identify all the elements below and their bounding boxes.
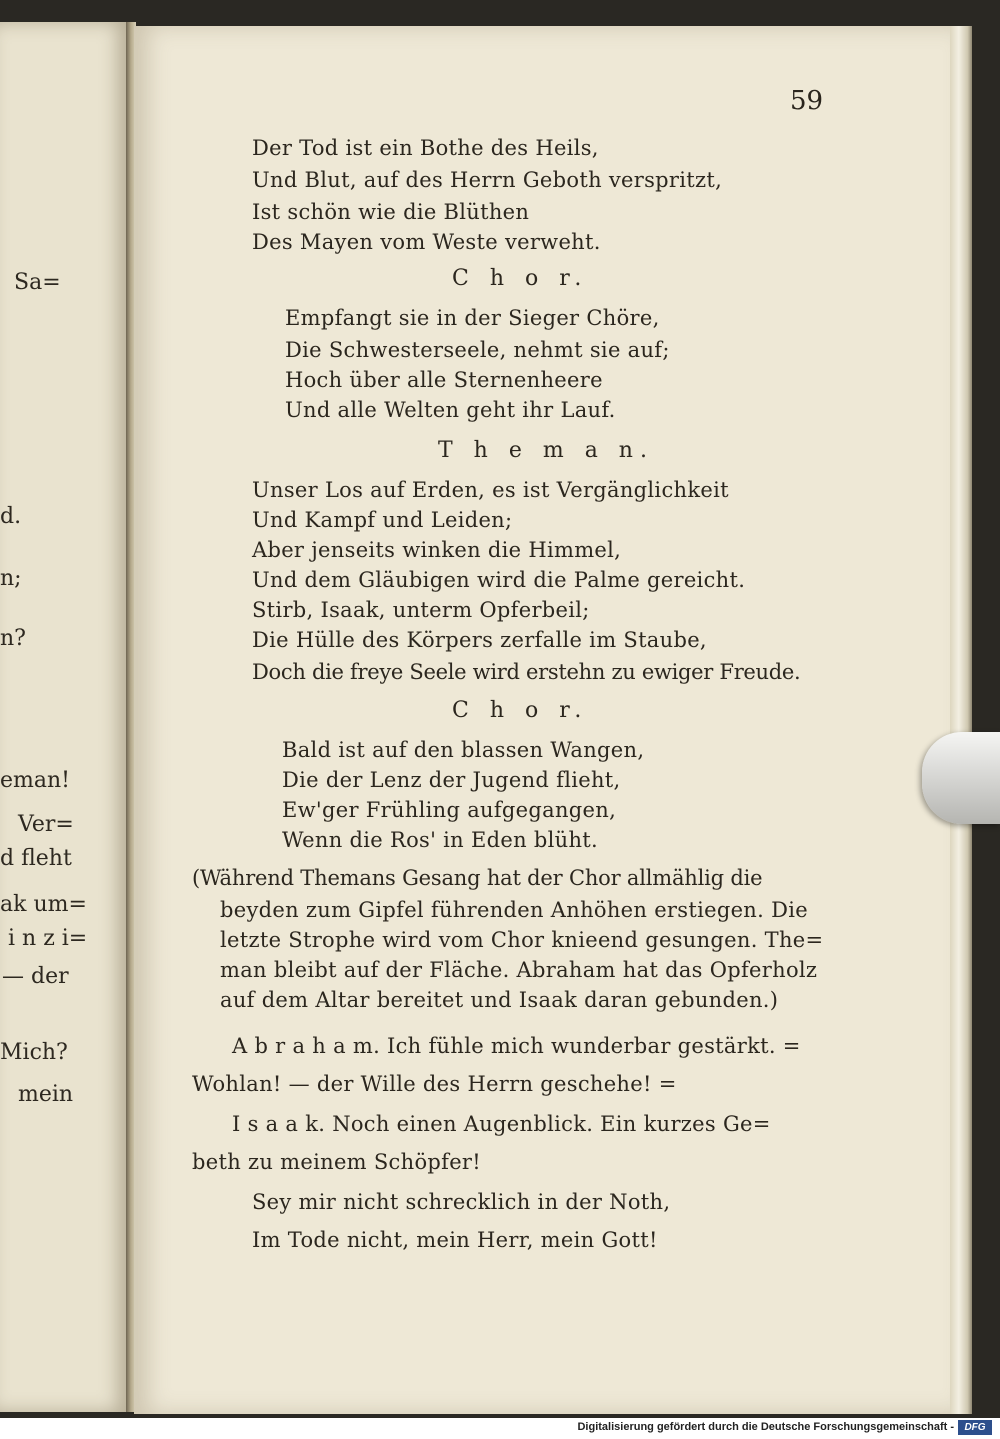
left-page-fragment: — der	[2, 964, 69, 989]
poem-line: Unser Los auf Erden, es ist Vergänglichkeit	[252, 478, 729, 502]
dfg-logo: DFG	[958, 1420, 992, 1435]
scan-clip-tab	[922, 732, 1000, 824]
left-page-fragment: Mich?	[0, 1040, 68, 1065]
left-page-fragment: n?	[0, 626, 26, 651]
left-page-edge	[0, 22, 128, 1412]
poem-line: Und alle Welten geht ihr Lauf.	[285, 398, 616, 422]
poem-line: Aber jenseits winken die Himmel,	[252, 538, 622, 562]
stage-direction: letzte Strophe wird vom Chor knieend gesungen. The=	[220, 928, 824, 952]
left-page-fragment: ak um=	[0, 892, 87, 917]
dialogue-line: Wohlan! — der Wille des Herrn geschehe! =	[192, 1072, 677, 1096]
stage-direction: man bleibt auf der Fläche. Abraham hat das Opferholz	[220, 958, 818, 982]
poem-line: Und Blut, auf des Herrn Geboth verspritzt,	[252, 168, 723, 192]
poem-line: Die Hülle des Körpers zerfalle im Staube,	[252, 628, 707, 652]
poem-line: Hoch über alle Sternenheere	[285, 368, 603, 392]
poem-line: Und Kampf und Leiden;	[252, 508, 513, 532]
poem-line: Stirb, Isaak, unterm Opferbeil;	[252, 598, 590, 622]
poem-line: Doch die freye Seele wird erstehn zu ewiger Freude.	[252, 660, 801, 684]
footer-credit: Digitalisierung gefördert durch die Deutsche Forschungsgemeinschaft -	[577, 1421, 954, 1433]
poem-line: Des Mayen vom Weste verweht.	[252, 230, 601, 254]
left-page-fragment: Ver=	[18, 812, 74, 837]
poem-line: Empfangt sie in der Sieger Chöre,	[285, 306, 660, 330]
poem-line: Bald ist auf den blassen Wangen,	[282, 738, 645, 762]
poem-line: Sey mir nicht schrecklich in der Noth,	[252, 1190, 671, 1214]
dialogue-line: A b r a h a m. Ich fühle mich wunderbar gestärkt. =	[232, 1034, 801, 1058]
speaker-heading: T h e m a n.	[438, 438, 654, 463]
page-number: 59	[790, 86, 824, 116]
poem-line: Ist schön wie die Blüthen	[252, 200, 530, 224]
poem-line: Die Schwesterseele, nehmt sie auf;	[285, 338, 670, 362]
left-page-fragment: mein	[18, 1082, 74, 1107]
speaker-heading: C h o r.	[452, 698, 589, 723]
poem-line: Die der Lenz der Jugend flieht,	[282, 768, 621, 792]
left-page-fragment: Sa=	[14, 270, 61, 295]
dialogue-line: beth zu meinem Schöpfer!	[192, 1150, 482, 1174]
left-page-fragment: eman!	[0, 768, 71, 793]
poem-line: Ew'ger Frühling aufgegangen,	[282, 798, 617, 822]
stage-direction: beyden zum Gipfel führenden Anhöhen erstiegen. Die	[220, 898, 808, 922]
poem-line: Der Tod ist ein Bothe des Heils,	[252, 136, 599, 160]
left-page-fragment: d fleht	[0, 846, 72, 871]
left-page-fragment: d.	[0, 504, 22, 529]
poem-line: Wenn die Ros' in Eden blüht.	[282, 828, 599, 852]
stage-direction: auf dem Altar bereitet und Isaak daran gebunden.)	[220, 988, 779, 1012]
speaker-heading: C h o r.	[452, 266, 589, 291]
poem-line: Und dem Gläubigen wird die Palme gereicht.	[252, 568, 746, 592]
dialogue-line: I s a a k. Noch einen Augenblick. Ein kurzes Ge=	[232, 1112, 771, 1136]
left-page-fragment: n;	[0, 566, 22, 591]
digitization-footer	[0, 1418, 1000, 1439]
page-edge-stack	[950, 26, 972, 1414]
left-page-fragment: i n z i=	[8, 926, 88, 951]
stage-direction: (Während Themans Gesang hat der Chor allmählig die	[192, 866, 763, 890]
poem-line: Im Tode nicht, mein Herr, mein Gott!	[252, 1228, 658, 1252]
